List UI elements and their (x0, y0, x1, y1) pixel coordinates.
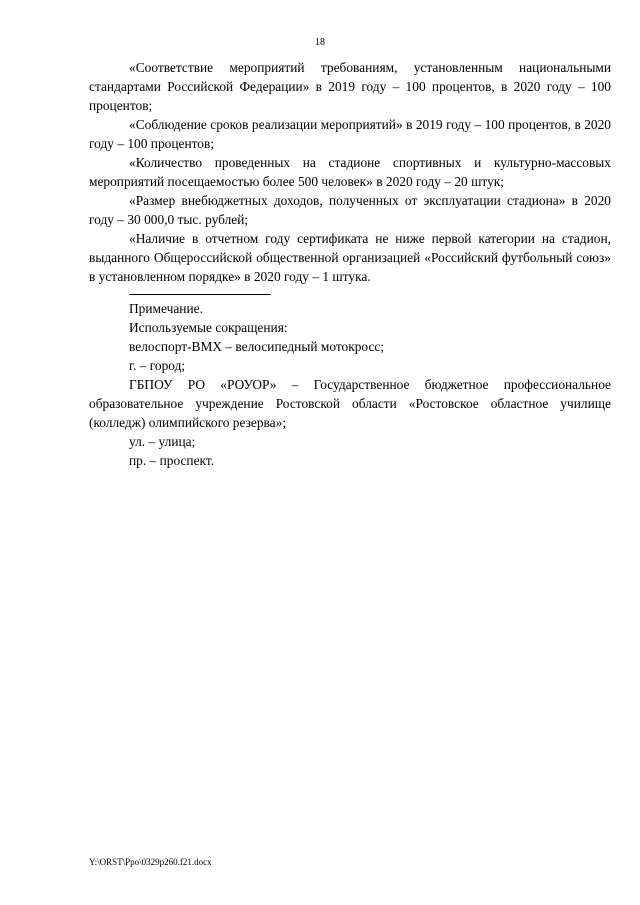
abbreviation-item: ул. – улица; (129, 434, 196, 449)
abbreviation-item: пр. – проспект. (129, 453, 215, 468)
indicator-paragraph-3: «Количество проведенных на стадионе спортивных и культурно-массовых мероприятий посещаемостью более 500 человек» в 2020 году – 20 штук; (89, 155, 611, 189)
footnote-separator (129, 294, 271, 295)
footer-file-path: Y:\ORST\Ppo\0329p260.f21.docx (89, 857, 212, 867)
document-body (89, 58, 611, 470)
abbreviations-heading: Используемые сокращения: (129, 320, 288, 335)
page-number: 18 (315, 37, 325, 48)
abbreviation-item: ГБПОУ РО «РОУОР» – Государственное бюджетное профессиональное образовательное учреждение Ростовской области «Ростовское областное училище (колледж) олимпийского резерва»; (89, 377, 611, 430)
abbreviation-item: г. – город; (129, 358, 186, 373)
notes-section (89, 299, 611, 470)
indicator-paragraph-2: «Соблюдение сроков реализации мероприятий» в 2019 году – 100 процентов, в 2020 году – 100 процентов; (89, 117, 611, 151)
notes-heading: Примечание. (129, 301, 203, 316)
indicator-paragraph-1: «Соответствие мероприятий требованиям, установленным национальными стандартами Российской Федерации» в 2019 году – 100 процентов, в 2020 году – 100 процентов; (89, 60, 611, 113)
indicator-paragraph-4: «Размер внебюджетных доходов, полученных от эксплуатации стадиона» в 2020 году – 30 000,0 тыс. рублей; (89, 193, 611, 227)
abbreviation-item: велоспорт-BMX – велосипедный мотокросс; (129, 339, 385, 354)
indicator-paragraph-5: «Наличие в отчетном году сертификата не ниже первой категории на стадион, выданного Общероссийской общественной организацией «Российский футбольный союз» в установленном порядке» в 2020 году – 1 штука. (89, 231, 611, 284)
